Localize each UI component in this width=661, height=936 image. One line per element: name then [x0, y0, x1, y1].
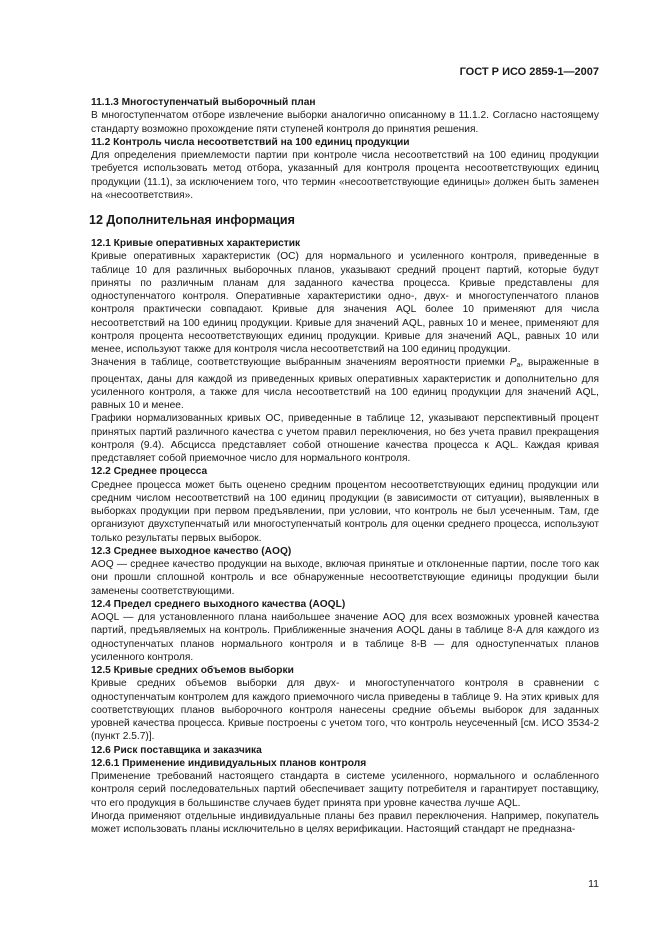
page-body [91, 96, 599, 836]
paragraph: Иногда применяют отдельные индивидуальные планы без правил переключения. Например, покупатель может использовать планы исключительно в целях верификации. Настоящий стандарт не предназна- [91, 810, 599, 835]
heading-12-2: 12.2 Среднее процесса [91, 466, 208, 478]
heading-12-1: 12.1 Кривые оперативных характеристик [91, 238, 301, 249]
heading-12: 12 Дополнительная информация [89, 213, 295, 227]
paragraph-pa [91, 356, 599, 412]
heading-12-4: 12.4 Предел среднего выходного качества (AOQL) [91, 598, 346, 610]
heading-12-5: 12.5 Кривые средних объемов выборки [91, 665, 294, 676]
heading-12-6: 12.6 Риск поставщика и заказчика [91, 744, 262, 756]
paragraph: AOQL — для установленного плана наибольшее значение AOQ для всех возможных уровней качества партий, предъявляемых на контроль. Приближенные значения AOQL даны в таблице 8-А для каждого из одноступенчатых планов нормального контроля и в таблице 8-В — для одноступенчатых планов усиленного контроля. [91, 612, 599, 663]
text-after: , выраженные в процентах, даны для каждой из приведенных кривых оперативных характеристик и дополнительно для усиленного контроля, а также для числа несоответствий на 100 единиц продукции для значений AQL, равных 10 и менее. [91, 357, 599, 411]
paragraph: Среднее процесса может быть оценено средним процентом несоответствующих единиц продукции или средним числом несоответствий на 100 единиц продукции (в зависимости от ситуации), выявленных в выборках продукции при первом предъявлении, при условии, что контроль не был усеченным. Там, где организуют двухступенчатый или многоступенчатый контроль для оценки среднего процесса, используют только результаты первых выборок. [91, 479, 599, 544]
paragraph: AOQ — среднее качество продукции на выходе, включая принятые и отклоненные партии, после того как они прошли сплошной контроль и все обнаруженные несоответствующие единицы продукции были заменены соответствующими. [91, 559, 599, 597]
paragraph: Графики нормализованных кривых ОС, приведенные в таблице 12, указывают перспективный процент принятых партий различного качества с учетом правил переключения, но без учета правил прекращения контроля (9.4). Абсцисса представляет собой отношение качества процесса к AQL. Каждая кривая представляет собой приемочное число для нормального контроля. [91, 413, 599, 464]
document-header: ГОСТ Р ИСО 2859-1—2007 [459, 66, 599, 78]
paragraph: Применение требований настоящего стандарта в системе усиленного, нормального и ослабленного контроля серий последовательных партий обеспечивает защиту потребителя и гарантирует поставщику, что его продукция в большинстве случаев будет принята при уровне качества лучше AQL. [91, 771, 599, 809]
paragraph: В многоступенчатом отборе извлечение выборки аналогично описанному в 11.1.2. Согласно настоящему стандарту возможно прохождение пяти ступеней контроля до принятия решения. [91, 110, 599, 135]
heading-11-1-3: 11.1.3 Многоступенчатый выборочный план [91, 97, 316, 108]
paragraph: Кривые оперативных характеристик (ОС) для нормального и усиленного контроля, приведенные в таблице 10 для различных выборочных планов, указывают средний процент партий, которые будут приняты по различным планам для заданного качества процесса. Кривые представлены для одноступенчатого контроля. Оперативные характеристики одно-, двух- и многоступенчатого планов контроля практически совпадают. Кривые для значения AQL более 10 применяют для числа несоответствий на 100 единиц продукции. Кривые для значений AQL, равных 10 и менее, применяют для контроля процента несоответствующих единиц продукции. Кривые для значений AQL, равных 10 или менее, используют также для контроля числа несоответствий на 100 единиц продукции. [91, 251, 599, 355]
heading-11-2: 11.2 Контроль числа несоответствий на 100 единиц продукции [91, 136, 410, 148]
subscript-a: a [516, 362, 521, 370]
text-before: Значения в таблице, соответствующие выбранным значениям вероятности приемки [91, 357, 510, 369]
heading-12-3: 12.3 Среднее выходное качество (AOQ) [91, 545, 292, 557]
var-p: P [509, 357, 517, 369]
paragraph: Для определения приемлемости партии при контроле числа несоответствий на 100 единиц продукции требуется использовать метод отбора, указанный для контроля процента несоответствующих единиц продукции (11.1), за исключением того, что термин «несоответствующие единицы» должен быть заменен на «несоответствия». [91, 150, 599, 201]
page-number: 11 [588, 878, 599, 890]
paragraph: Кривые средних объемов выборки для двух- и многоступенчатого контроля в сравнении с одноступенчатым контролем для каждого приемочного числа приведены в таблице 9. На этих кривых для соответствующих планов выборочного контроля нанесены средние объемы выборок для заданных уровней качества процесса. Кривые построены с учетом того, что контроль неусеченный [см. ИСО 3534-2 (пункт 2.5.7)]. [91, 678, 599, 743]
heading-12-6-1: 12.6.1 Применение индивидуальных планов контроля [91, 757, 367, 769]
